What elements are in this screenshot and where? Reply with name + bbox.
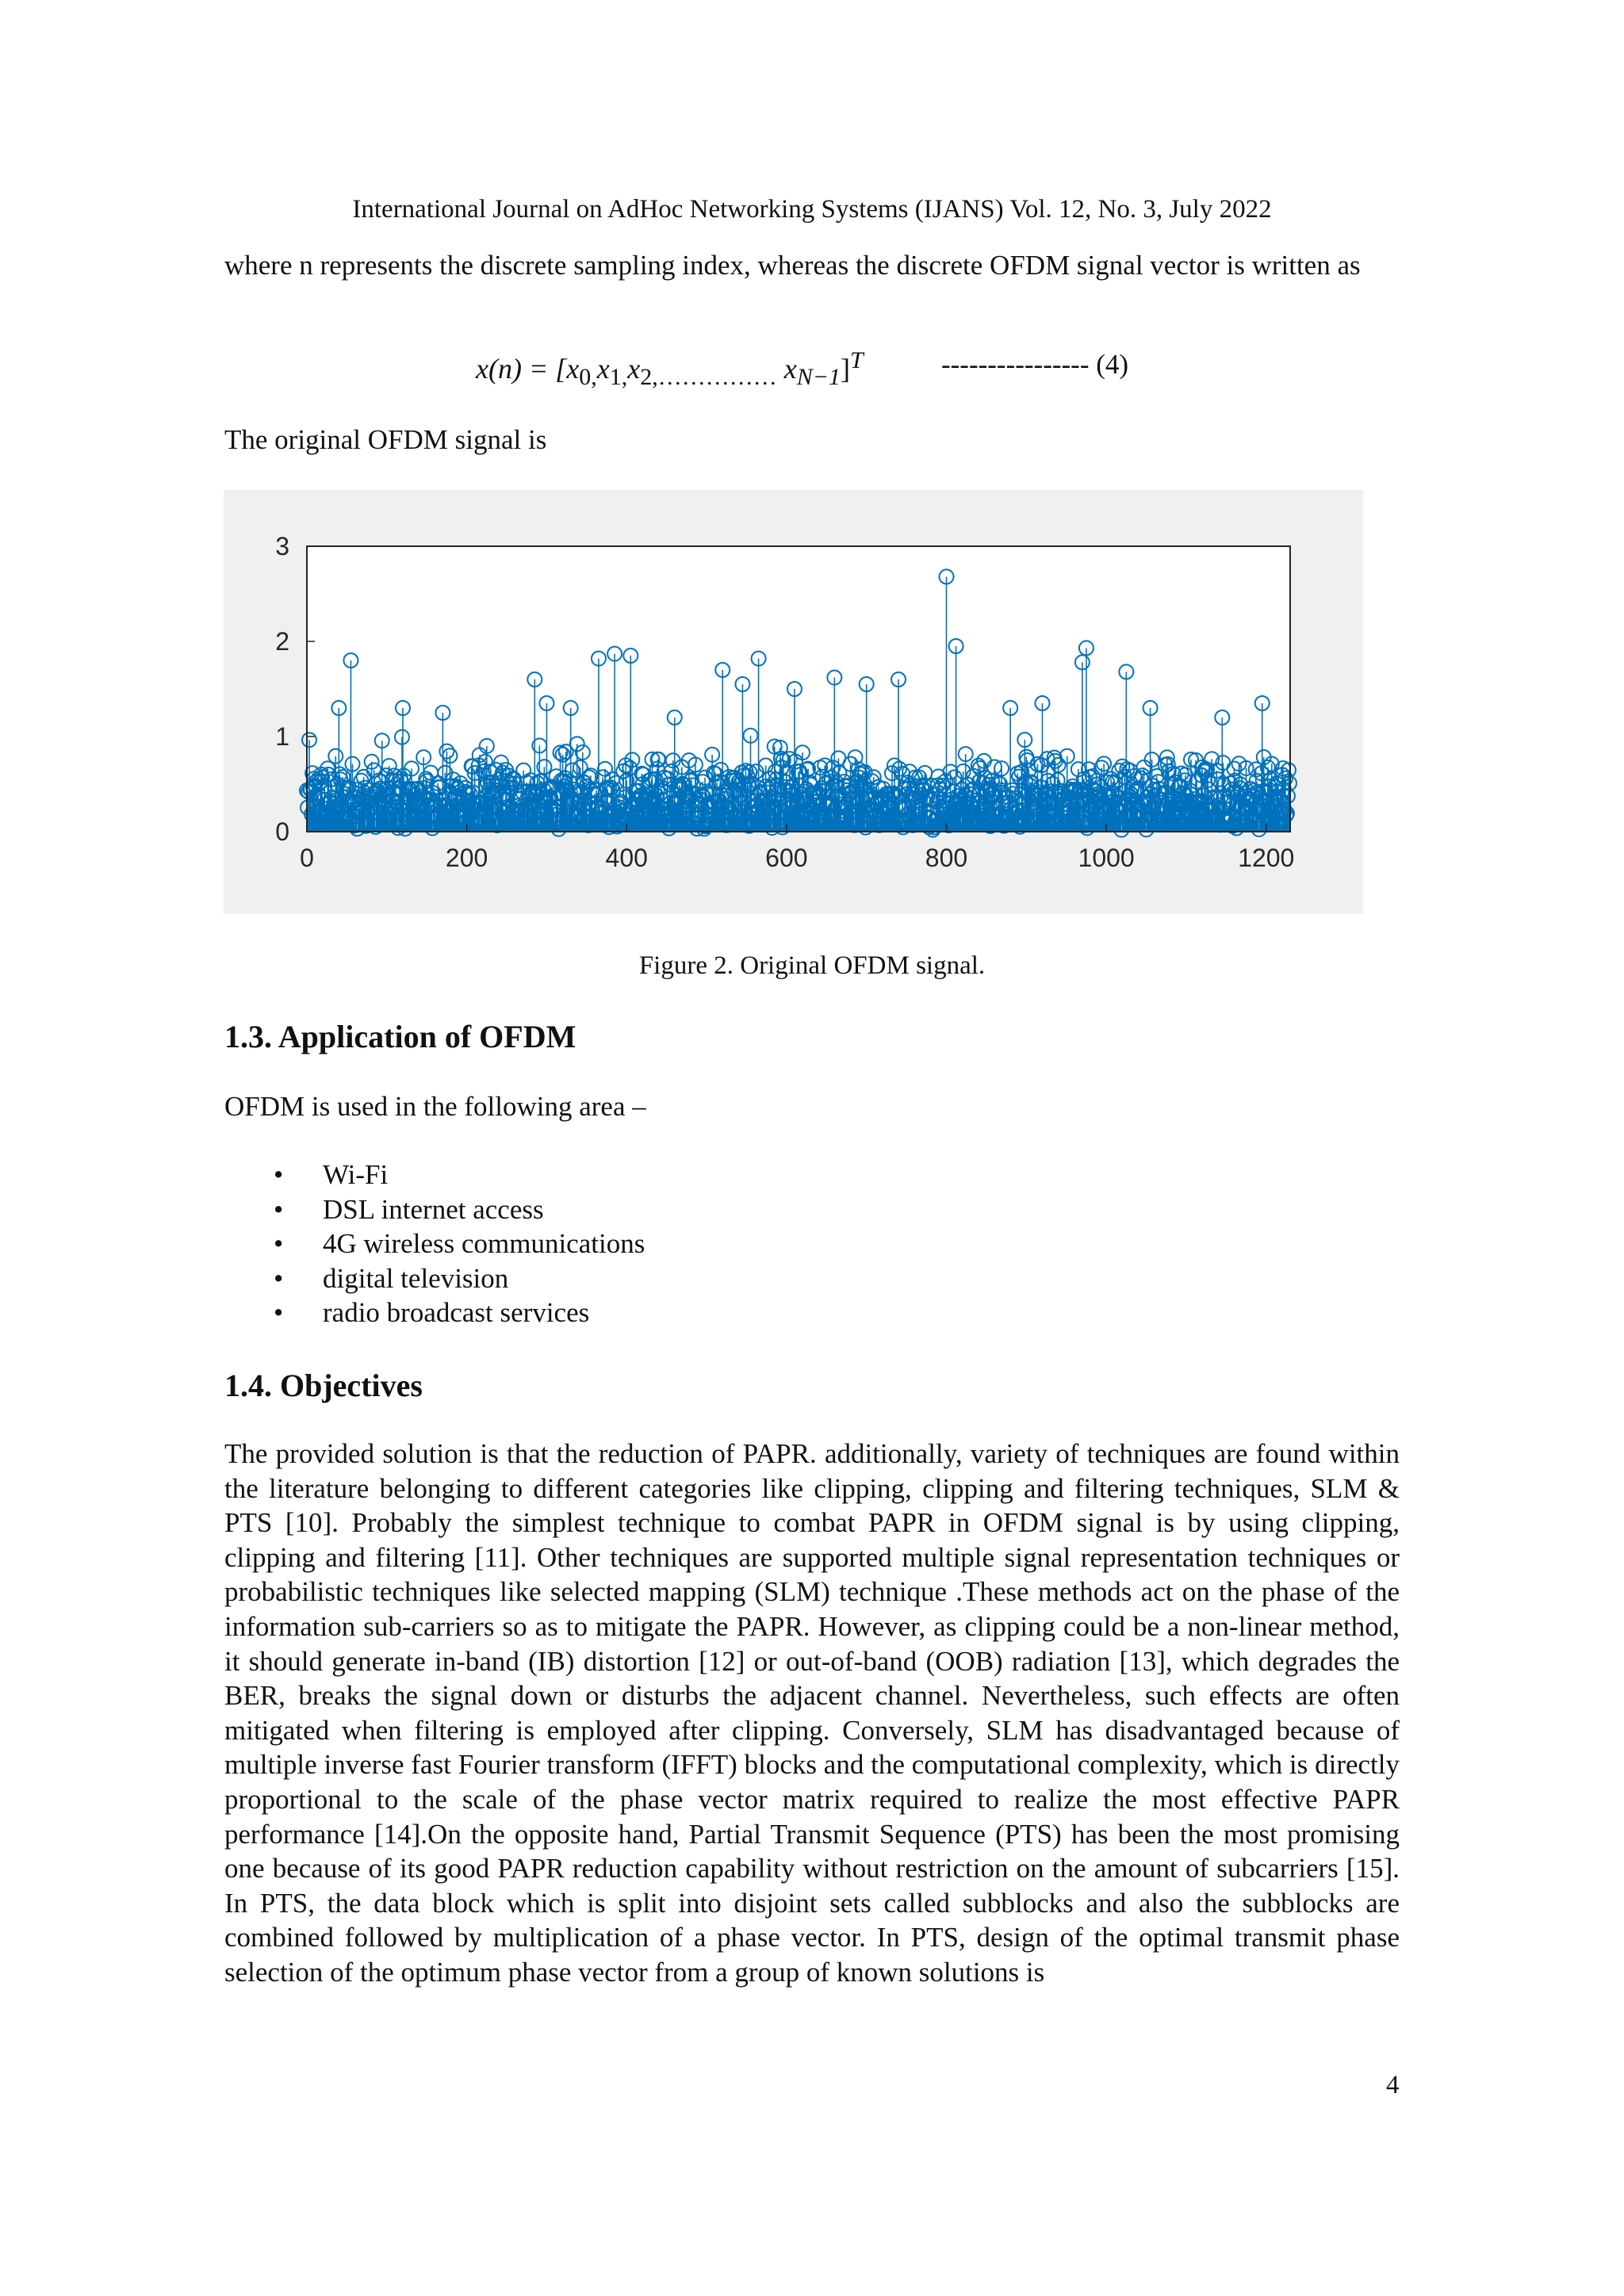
intro-paragraph: where n represents the discrete sampling index, whereas the discrete OFDM signal vector is written as bbox=[224, 250, 1361, 281]
bullet-icon: • bbox=[274, 1228, 284, 1260]
section-1-3-intro: OFDM is used in the following area – bbox=[224, 1091, 646, 1122]
eq-term-xn: x bbox=[783, 353, 797, 385]
y-tick-label: 1 bbox=[275, 722, 289, 751]
x-tick-label: 0 bbox=[300, 844, 314, 872]
x-tick-label: 600 bbox=[765, 844, 808, 872]
x-tick-label: 1200 bbox=[1238, 844, 1295, 872]
objectives-paragraph: The provided solution is that the reduction of PAPR. additionally, variety of techniques are found within the literature belonging to different categories like clipping, clipping and filtering techniques, SLM & PTS [10]. Probably the simplest technique to combat PAPR in OFDM signal is by using clipping, clipping and filtering [11]. Other techniques are supported multiple signal representation techniques or probabilistic techniques like selected mapping (SLM) technique .These methods act on the phase of the information sub-carriers so as to mitigate the PAPR. However, as clipping could be a non-linear method, it should generate in-band (IB) distortion [12] or out-of-band (OOB) radiation [13], which degrades the BER, breaks the signal down or disturbs the adjacent channel. Nevertheless, such effects are often mitigated when filtering is employed after clipping. Conversely, SLM has disadvantaged because of multiple inverse fast Fourier transform (IFFT) blocks and the computational complexity, which is directly proportional to the scale of the phase vector matrix required to realize the most effective PAPR performance [14].On the opposite hand, Partial Transmit Sequence (PTS) has been the most promising one because of its good PAPR reduction capability without restriction on the amount of subcarriers [15]. In PTS, the data block which is split into disjoint sets called subblocks and also the subblocks are combined followed by multiplication of a phase vector. In PTS, design of the optimal transmit phase selection of the optimum phase vector from a group of known solutions is bbox=[224, 1438, 1400, 1988]
section-1-4-title: 1.4. Objectives bbox=[224, 1368, 423, 1403]
figure-caption: Figure 2. Original OFDM signal. bbox=[638, 951, 986, 980]
x-tick-label: 200 bbox=[445, 844, 488, 872]
x-tick-label: 400 bbox=[605, 844, 648, 872]
eq-term-x1: x bbox=[596, 353, 610, 385]
list-item bbox=[274, 1226, 645, 1261]
section-1-4-heading bbox=[224, 1367, 423, 1404]
bullet-icon: • bbox=[274, 1262, 284, 1294]
eq-term-x0: x bbox=[566, 353, 580, 385]
bullet-icon: • bbox=[274, 1193, 284, 1225]
running-header: International Journal on AdHoc Networking Systems (IJANS) Vol. 12, No. 3, July 2022 bbox=[352, 195, 1272, 224]
y-tick-label: 2 bbox=[275, 627, 289, 656]
list-item bbox=[274, 1158, 645, 1192]
list-item-text: 4G wireless communications bbox=[323, 1228, 645, 1260]
list-item bbox=[274, 1192, 645, 1227]
figure-2 bbox=[224, 490, 1363, 914]
list-item bbox=[274, 1261, 645, 1296]
y-tick-label: 3 bbox=[275, 532, 289, 561]
x-tick-label: 800 bbox=[925, 844, 968, 872]
list-item-text: Wi-Fi bbox=[323, 1159, 389, 1190]
list-item bbox=[274, 1295, 645, 1330]
application-list bbox=[274, 1158, 645, 1330]
equation-4 bbox=[476, 347, 864, 391]
eq-bracket: ] bbox=[840, 353, 850, 385]
equation-lhs: x(n) = [ bbox=[476, 353, 567, 385]
bullet-icon: • bbox=[274, 1159, 284, 1190]
eq-sub-1: 1, bbox=[609, 364, 628, 391]
equation-number: ---------------- (4) bbox=[941, 349, 1129, 380]
original-signal-text: The original OFDM signal is bbox=[224, 424, 547, 455]
stem-chart bbox=[224, 490, 1363, 914]
eq-transpose: T bbox=[849, 347, 864, 373]
section-1-3-heading bbox=[224, 1018, 576, 1055]
eq-sub-n: N−1 bbox=[796, 364, 841, 391]
eq-sub-2: 2,…………… bbox=[640, 364, 777, 391]
section-1-3-title: 1.3. Application of OFDM bbox=[224, 1019, 576, 1054]
page-number: 4 bbox=[1386, 2071, 1400, 2099]
list-item-text: digital television bbox=[323, 1262, 509, 1294]
eq-sub-0: 0, bbox=[579, 364, 597, 391]
list-item-text: DSL internet access bbox=[323, 1193, 544, 1225]
y-tick-label: 0 bbox=[275, 817, 289, 846]
bullet-icon: • bbox=[274, 1297, 284, 1329]
eq-term-x2: x bbox=[627, 353, 641, 385]
x-tick-label: 1000 bbox=[1078, 844, 1135, 872]
list-item-text: radio broadcast services bbox=[323, 1297, 590, 1329]
